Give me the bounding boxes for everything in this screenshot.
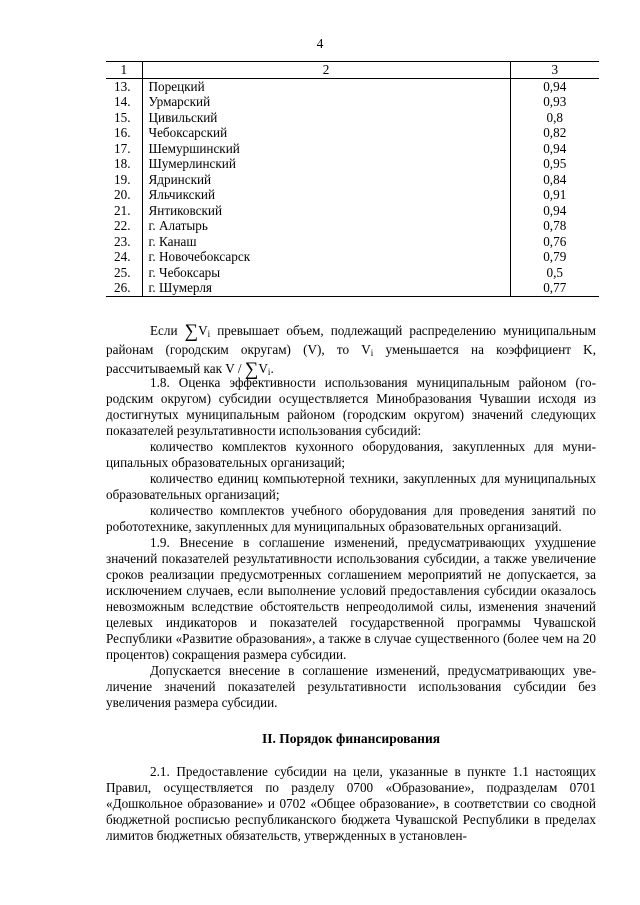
row-name: Яльчикский [142, 187, 510, 203]
page-number: 4 [316, 36, 324, 51]
row-name: Чебоксарский [142, 125, 510, 141]
row-name: Янтиковский [142, 203, 510, 219]
table-row [106, 110, 599, 126]
paragraph-allowed: Допускается внесение в соглашение изменений, предусматривающих увеличение значений показателей результативности использования субсидии без увеличения размера субсидии. [106, 663, 596, 710]
row-number: 16. [114, 125, 131, 140]
header-col-2: 2 [142, 62, 510, 79]
table-row [106, 265, 599, 281]
paragraph-2-1: 2.1. Предоставление субсидии на цели, указанные в пункте 1.1 настоящих Правил, осуществляется по разделу 0700 «Образование», подразделам 0701 «Дошкольное образование» и 0702 «Общее образование», в соответствии со сводной бюджетной росписью республиканского бюджета Чувашской Республики в пределах лимитов бюджетных обязательств, утвержденных в установлен- [106, 764, 596, 843]
table-row [106, 172, 599, 188]
row-value: 0,94 [510, 141, 599, 157]
row-value: 0,94 [510, 203, 599, 219]
row-value: 0,82 [510, 125, 599, 141]
row-name: г. Алатырь [142, 218, 510, 234]
row-value: 0,77 [510, 280, 599, 296]
row-value: 0,91 [510, 187, 599, 203]
table-header-row [106, 62, 599, 79]
indicator-item-1: количество комплектов кухонного оборудования, закупленных для муниципальных образовательных организаций; [106, 439, 596, 470]
row-value: 0,84 [510, 172, 599, 188]
row-number: 13. [114, 78, 131, 94]
table-row [106, 141, 599, 157]
formula-ratio: V / [225, 361, 245, 376]
section-title: II. Порядок финансирования [261, 731, 441, 746]
table-row [106, 203, 599, 219]
body-text-2 [106, 764, 596, 844]
row-number: 26. [106, 280, 142, 296]
table-row [106, 156, 599, 172]
header-col-1: 1 [106, 62, 142, 79]
formula-end: . [270, 361, 274, 376]
row-name: Цивильский [142, 110, 510, 126]
table-row [106, 187, 599, 203]
paragraph-1-9: 1.9. Внесение в соглашение изменений, предусматривающих ухудшение значений показателей результативности использования субсидии, а также увеличение сроков реализации предусмотренных соглашением мероприятий не допускается, за исключением случаев, если выполнение условий предоставления субсидии оказалось невозможным вследствие обстоятельств непреодолимой силы, изменения значений целевых индикаторов и показателей государственной программы Чувашской Республики «Развитие образования», а также в случае существенного (более чем на 20 процентов) сокращения размера субсидии. [106, 535, 596, 662]
row-number: 22. [114, 218, 131, 233]
indicator-item-3: количество комплектов учебного оборудования для проведения занятий по робототехнике, закупленных для муниципальных образовательных организаций. [106, 503, 596, 534]
row-number: 23. [114, 233, 131, 249]
row-value: 0,76 [510, 234, 599, 250]
table-row [106, 218, 599, 234]
row-number: 24. [114, 249, 131, 264]
formula-paragraph [106, 323, 596, 380]
row-value: 0,95 [510, 156, 599, 172]
table-row [106, 125, 599, 141]
row-number: 20. [114, 187, 131, 202]
row-number: 14. [114, 94, 131, 109]
row-name: г. Канаш [142, 234, 510, 250]
header-col-3: 3 [510, 62, 599, 79]
row-value: 0,93 [510, 94, 599, 110]
row-name: г. Чебоксары [142, 265, 510, 281]
row-name: г. Шумерля [142, 280, 510, 296]
indicator-item-2: количество единиц компьютерной техники, закупленных для муниципальных образовательных организаций; [106, 471, 596, 502]
row-number: 18. [114, 156, 131, 171]
row-number: 15. [114, 109, 131, 125]
row-value: 0,8 [510, 110, 599, 126]
formula-sub-i-2: i [370, 348, 374, 358]
formula-v-2: V [361, 342, 371, 357]
formula-text-2: превышает объем, подлежащий распределению муниципальным районам (городским округам) (V), то [106, 323, 597, 357]
row-number: 25. [114, 264, 131, 280]
formula-text-1: Если [150, 323, 178, 338]
table-row [106, 280, 599, 296]
sum-symbol-2: ∑ [244, 359, 259, 380]
table-row [106, 249, 599, 265]
formula-v: V [198, 323, 208, 338]
row-name: Ядринский [142, 172, 510, 188]
formula-sub-i: i [207, 329, 211, 339]
row-value: 0,78 [510, 218, 599, 234]
row-name: Порецкий [142, 78, 510, 94]
table-row [106, 94, 599, 110]
body-text [106, 375, 596, 711]
row-value: 0,79 [510, 249, 599, 265]
row-name: г. Новочебоксарск [142, 249, 510, 265]
row-name: Шумерлинский [142, 156, 510, 172]
paragraph-1-8: 1.8. Оценка эффективности использования муниципальным районом (городским округом) субсидии осуществляется Минобразования Чувашии исходя из достигнутых муниципальным районом (городским округом) значений следующих показателей результативности использования субсидий: [106, 375, 596, 438]
formula-sub-i-3: i [267, 367, 271, 377]
row-name: Шемуршинский [142, 141, 510, 157]
row-value: 0,5 [510, 265, 599, 281]
sum-symbol: ∑ [184, 321, 199, 342]
formula-text-3: уменьшается на коэффициент K, рассчитываемый как [106, 342, 597, 376]
row-value: 0,94 [510, 78, 599, 94]
table-row [106, 78, 599, 94]
row-number: 17. [114, 140, 131, 156]
coefficient-table [106, 61, 599, 297]
row-name: Урмарский [142, 94, 510, 110]
row-number: 19. [114, 171, 131, 187]
row-number: 21. [114, 202, 131, 218]
formula-v-3: V [258, 361, 268, 376]
table-row [106, 234, 599, 250]
